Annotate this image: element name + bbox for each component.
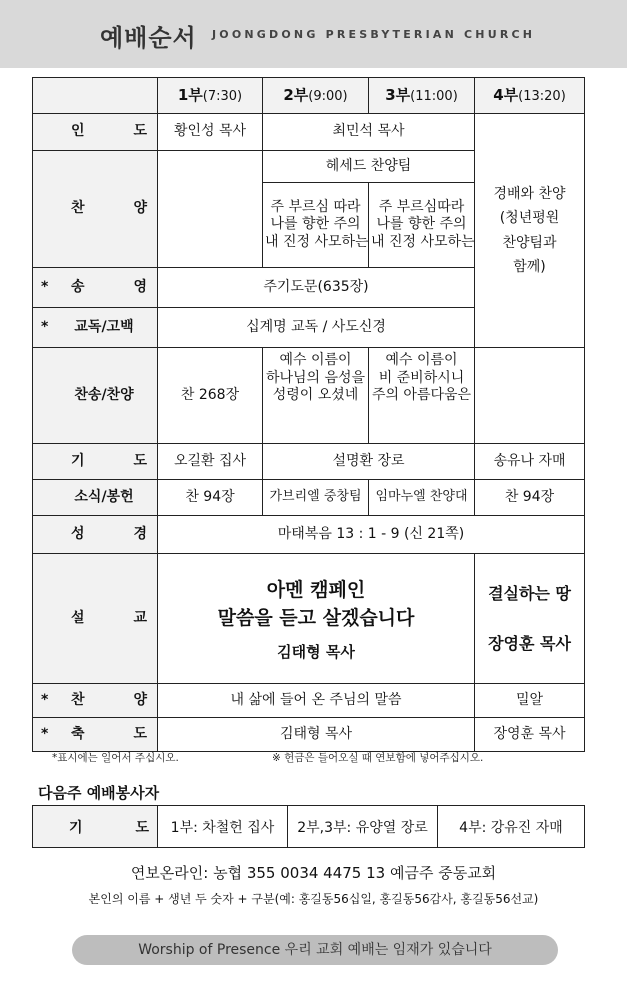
header-blank-cell	[33, 78, 158, 114]
row-prayer	[33, 444, 585, 480]
church-name: JOONGDONG PRESBYTERIAN CHURCH	[212, 28, 536, 41]
closing-hymn-value: 내 삶에 들어 온 주님의 말씀	[158, 684, 475, 718]
praise-p4: 경배와 찬양 (청년평원 찬양팀과 함께)	[475, 114, 585, 348]
label-closing-hymn: * 찬 양	[33, 684, 158, 718]
closing-hymn-p4: 밀알	[475, 684, 585, 718]
online-offering-line: 연보온라인: 농협 355 0034 4475 13 예금주 중동교회	[130, 864, 497, 882]
row-closing-hymn	[33, 684, 585, 718]
row-benediction	[33, 718, 585, 752]
sermon-p4-title: 결실하는 땅	[488, 583, 571, 603]
benediction-p4: 장영훈 목사	[475, 718, 585, 752]
note-stand: *표시에는 일어서 주십시오.	[52, 752, 179, 764]
sermon-p4	[475, 554, 585, 684]
praise-p3: 주 부르심따라 나를 향한 주의 내 진정 사모하는	[369, 183, 475, 268]
hymn-p1: 찬 268장	[158, 348, 263, 444]
label-hymn: 찬송/찬양	[33, 348, 158, 444]
next-week-p1: 1부: 차철헌 집사	[158, 806, 288, 848]
column-4: 4부(13:20)	[475, 78, 585, 114]
prayer-p1: 오길환 집사	[158, 444, 263, 480]
next-week-row	[33, 806, 585, 848]
row-leader	[33, 114, 585, 151]
leader-p1: 황인성 목사	[158, 114, 263, 151]
next-week-table	[32, 805, 585, 848]
news-p3: 임마누엘 찬양대	[369, 480, 475, 516]
hymn-p3: 예수 이름이 비 준비하시니 주의 아름다움은	[369, 348, 475, 444]
label-scripture: 성 경	[33, 516, 158, 554]
news-p4: 찬 94장	[475, 480, 585, 516]
prayer-p23: 설명환 장로	[263, 444, 475, 480]
next-week-label: 기 도	[33, 806, 158, 848]
column-3: 3부(11:00)	[369, 78, 475, 114]
scripture-value: 마태복음 13 : 1 - 9 (신 21쪽)	[158, 516, 585, 554]
label-sermon: 설 교	[33, 554, 158, 684]
leader-p23: 최민석 목사	[263, 114, 475, 151]
worship-order-table	[32, 77, 585, 752]
sermon-preacher: 김태형 목사	[277, 642, 355, 661]
creed-value: 십계명 교독 / 사도신경	[158, 308, 475, 348]
label-benediction: * 축 도	[33, 718, 158, 752]
sermon-p4-preacher: 장영훈 목사	[488, 633, 571, 653]
sermon-title-2: 말씀을 듣고 살겠습니다	[217, 607, 415, 630]
online-offering-note: 본인의 이름 + 생년 두 숫자 + 구분(예: 홍길동56십일, 홍길동56감사, 홍길동56선교)	[88, 892, 539, 906]
doxology-value: 주기도문(635장)	[158, 268, 475, 308]
row-news	[33, 480, 585, 516]
prayer-p4: 송유나 자매	[475, 444, 585, 480]
hymn-p2: 예수 이름이 하나님의 음성을 성령이 오셨네	[263, 348, 369, 444]
label-praise: 찬 양	[33, 151, 158, 268]
news-p1: 찬 94장	[158, 480, 263, 516]
news-p2: 가브리엘 중창팀	[263, 480, 369, 516]
note-offering: ※ 헌금은 들어오실 때 연보함에 넣어주십시오.	[272, 752, 484, 764]
next-week-p4: 4부: 강유진 자매	[438, 806, 585, 848]
row-hymn	[33, 348, 585, 444]
label-doxology: * 송 영	[33, 268, 158, 308]
benediction-value: 김태형 목사	[158, 718, 475, 752]
row-scripture	[33, 516, 585, 554]
label-news: 소식/봉헌	[33, 480, 158, 516]
hymn-p4	[475, 348, 585, 444]
page-title: 예배순서	[100, 24, 197, 52]
label-creed: * 교독/고백	[33, 308, 158, 348]
sermon-main	[158, 554, 475, 684]
row-sermon	[33, 554, 585, 684]
praise-p2: 주 부르심 따라 나를 향한 주의 내 진정 사모하는	[263, 183, 369, 268]
praise-team: 헤세드 찬양팀	[263, 151, 475, 183]
table-header-row	[33, 78, 585, 114]
label-prayer: 기 도	[33, 444, 158, 480]
label-leader: 인 도	[33, 114, 158, 151]
footer-slogan: Worship of Presence 우리 교회 예배는 임재가 있습니다	[72, 935, 558, 965]
next-week-p23: 2부,3부: 유양열 장로	[288, 806, 438, 848]
sermon-title-1: 아멘 캠페인	[266, 578, 366, 601]
next-week-title: 다음주 예배봉사자	[38, 784, 160, 802]
praise-p1	[158, 151, 263, 268]
column-2: 2부(9:00)	[263, 78, 369, 114]
column-1: 1부(7:30)	[158, 78, 263, 114]
